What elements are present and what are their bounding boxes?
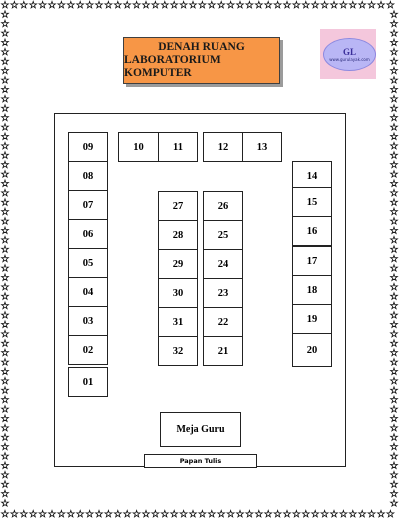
- border-star: [391, 199, 398, 206]
- border-star: [237, 1, 244, 8]
- border-star: [391, 283, 398, 290]
- border-star: [391, 11, 398, 18]
- border-star: [2, 274, 9, 281]
- border-star: [391, 77, 398, 84]
- border-star: [2, 1, 9, 8]
- border-star: [161, 1, 168, 8]
- border-star: [331, 1, 338, 8]
- border-star: [161, 510, 168, 517]
- border-star: [2, 152, 9, 159]
- border-star: [391, 415, 398, 422]
- border-star: [284, 510, 291, 517]
- border-star: [2, 124, 9, 131]
- border-star: [133, 1, 140, 8]
- border-star: [274, 1, 281, 8]
- border-star: [255, 1, 262, 8]
- border-star: [2, 77, 9, 84]
- border-star: [2, 161, 9, 168]
- border-star: [2, 95, 9, 102]
- desk: 20: [292, 333, 332, 367]
- border-star: [2, 189, 9, 196]
- border-star: [2, 114, 9, 121]
- border-star: [2, 236, 9, 243]
- border-star: [171, 510, 178, 517]
- desk: 03: [68, 306, 108, 336]
- border-star: [124, 1, 131, 8]
- border-star: [391, 124, 398, 131]
- border-star: [391, 227, 398, 234]
- border-star: [77, 510, 84, 517]
- desk: 01: [68, 367, 108, 397]
- border-star: [2, 58, 9, 65]
- desk: 26: [203, 191, 243, 221]
- border-star: [391, 180, 398, 187]
- desk: 27: [158, 191, 198, 221]
- border-star: [312, 510, 319, 517]
- border-star: [391, 330, 398, 337]
- whiteboard: Papan Tulis: [144, 454, 257, 468]
- border-star: [96, 510, 103, 517]
- border-star: [2, 171, 9, 178]
- border-star: [105, 510, 112, 517]
- desk: 02: [68, 335, 108, 365]
- border-star: [2, 500, 9, 507]
- desk: 11: [158, 132, 198, 162]
- border-star: [391, 490, 398, 497]
- border-star: [2, 133, 9, 140]
- border-star: [293, 1, 300, 8]
- border-star: [2, 208, 9, 215]
- desk: 17: [292, 246, 332, 276]
- logo-url: www.gurulayak.com: [329, 57, 370, 62]
- border-star: [368, 1, 375, 8]
- border-star: [2, 359, 9, 366]
- border-star: [67, 1, 74, 8]
- border-star: [86, 510, 93, 517]
- desk: 31: [158, 307, 198, 337]
- border-star: [391, 424, 398, 431]
- border-star: [387, 510, 394, 517]
- border-star: [208, 510, 215, 517]
- border-star: [391, 387, 398, 394]
- border-star: [387, 1, 394, 8]
- border-star: [391, 274, 398, 281]
- border-star: [391, 471, 398, 478]
- border-star: [227, 1, 234, 8]
- border-star: [2, 340, 9, 347]
- border-star: [391, 462, 398, 469]
- border-star: [391, 133, 398, 140]
- border-star: [2, 246, 9, 253]
- border-star: [349, 1, 356, 8]
- border-star: [368, 510, 375, 517]
- desk: 14: [292, 161, 332, 191]
- border-star: [2, 330, 9, 337]
- border-star: [2, 39, 9, 46]
- border-star: [246, 1, 253, 8]
- desk: 23: [203, 278, 243, 308]
- border-star: [340, 510, 347, 517]
- border-star: [20, 1, 27, 8]
- border-star: [2, 218, 9, 225]
- desk: 30: [158, 278, 198, 308]
- border-star: [321, 510, 328, 517]
- border-star: [265, 1, 272, 8]
- border-star: [2, 105, 9, 112]
- border-star: [391, 434, 398, 441]
- border-star: [2, 142, 9, 149]
- border-star: [2, 312, 9, 319]
- border-star: [391, 406, 398, 413]
- border-star: [11, 1, 18, 8]
- border-star: [391, 58, 398, 65]
- desk: 28: [158, 220, 198, 250]
- border-star: [391, 48, 398, 55]
- border-star: [359, 1, 366, 8]
- border-star: [391, 67, 398, 74]
- border-star: [2, 30, 9, 37]
- border-star: [96, 1, 103, 8]
- border-star: [391, 255, 398, 262]
- border-star: [312, 1, 319, 8]
- border-star: [58, 510, 65, 517]
- border-star: [391, 349, 398, 356]
- border-star: [2, 368, 9, 375]
- border-star: [124, 510, 131, 517]
- border-star: [391, 39, 398, 46]
- border-star: [2, 302, 9, 309]
- border-star: [2, 255, 9, 262]
- border-star: [2, 349, 9, 356]
- border-star: [2, 453, 9, 460]
- border-star: [2, 406, 9, 413]
- border-star: [39, 1, 46, 8]
- border-star: [152, 510, 159, 517]
- desk: 19: [292, 304, 332, 334]
- desk: 16: [292, 216, 332, 246]
- desk: 25: [203, 220, 243, 250]
- border-star: [331, 510, 338, 517]
- desk: 15: [292, 187, 332, 217]
- border-star: [391, 321, 398, 328]
- border-star: [114, 1, 121, 8]
- border-star: [11, 510, 18, 517]
- border-star: [2, 48, 9, 55]
- border-star: [49, 1, 56, 8]
- border-star: [391, 161, 398, 168]
- border-star: [39, 510, 46, 517]
- border-star: [105, 1, 112, 8]
- border-star: [2, 67, 9, 74]
- border-star: [391, 105, 398, 112]
- title-line-2: LABORATORIUM KOMPUTER: [124, 54, 221, 79]
- border-star: [391, 142, 398, 149]
- border-star: [77, 1, 84, 8]
- desk: 32: [158, 336, 198, 366]
- desk: 22: [203, 307, 243, 337]
- border-star: [391, 453, 398, 460]
- border-star: [302, 1, 309, 8]
- border-star: [378, 510, 385, 517]
- title-line-1: DENAH RUANG: [158, 41, 245, 53]
- border-star: [293, 510, 300, 517]
- desk: 05: [68, 248, 108, 278]
- border-star: [152, 1, 159, 8]
- border-star: [391, 443, 398, 450]
- desk: 29: [158, 249, 198, 279]
- border-star: [391, 208, 398, 215]
- border-star: [2, 20, 9, 27]
- border-star: [58, 1, 65, 8]
- desk: 18: [292, 275, 332, 305]
- border-star: [391, 218, 398, 225]
- border-star: [2, 490, 9, 497]
- border-star: [255, 510, 262, 517]
- border-star: [2, 471, 9, 478]
- border-star: [2, 180, 9, 187]
- border-star: [391, 30, 398, 37]
- border-star: [391, 114, 398, 121]
- border-star: [391, 171, 398, 178]
- border-star: [391, 500, 398, 507]
- desk: 06: [68, 219, 108, 249]
- border-star: [2, 424, 9, 431]
- border-star: [190, 510, 197, 517]
- border-star: [391, 481, 398, 488]
- border-star: [2, 415, 9, 422]
- border-star: [199, 510, 206, 517]
- border-star: [274, 510, 281, 517]
- border-star: [391, 377, 398, 384]
- border-star: [321, 1, 328, 8]
- border-star: [2, 434, 9, 441]
- border-star: [180, 1, 187, 8]
- border-star: [391, 359, 398, 366]
- border-star: [2, 462, 9, 469]
- desk: 13: [242, 132, 282, 162]
- border-star: [391, 95, 398, 102]
- desk: 07: [68, 190, 108, 220]
- border-star: [391, 236, 398, 243]
- border-star: [2, 387, 9, 394]
- border-star: [114, 510, 121, 517]
- border-star: [2, 199, 9, 206]
- border-star: [2, 11, 9, 18]
- border-star: [349, 510, 356, 517]
- desk: 08: [68, 161, 108, 191]
- border-star: [208, 1, 215, 8]
- border-star: [49, 510, 56, 517]
- border-star: [67, 510, 74, 517]
- border-star: [143, 510, 150, 517]
- border-star: [246, 510, 253, 517]
- border-star: [391, 302, 398, 309]
- border-star: [237, 510, 244, 517]
- border-star: [391, 340, 398, 347]
- border-star: [218, 1, 225, 8]
- border-star: [30, 510, 37, 517]
- border-star: [378, 1, 385, 8]
- border-star: [190, 1, 197, 8]
- border-star: [2, 265, 9, 272]
- border-star: [143, 1, 150, 8]
- border-star: [391, 293, 398, 300]
- border-star: [391, 86, 398, 93]
- border-star: [2, 283, 9, 290]
- border-star: [391, 20, 398, 27]
- logo: [323, 38, 376, 71]
- border-star: [2, 481, 9, 488]
- border-star: [302, 510, 309, 517]
- logo-text: GL: [342, 47, 356, 57]
- border-star: [86, 1, 93, 8]
- border-star: [391, 396, 398, 403]
- border-star: [265, 510, 272, 517]
- teacher-desk: Meja Guru: [160, 412, 241, 447]
- border-star: [391, 246, 398, 253]
- border-star: [227, 510, 234, 517]
- border-star: [2, 396, 9, 403]
- border-star: [133, 510, 140, 517]
- border-star: [30, 1, 37, 8]
- border-star: [391, 368, 398, 375]
- border-star: [391, 265, 398, 272]
- desk: 04: [68, 277, 108, 307]
- desk: 09: [68, 132, 108, 162]
- border-star: [2, 377, 9, 384]
- desk: 24: [203, 249, 243, 279]
- desk: 10: [118, 132, 159, 162]
- border-star: [171, 1, 178, 8]
- border-star: [180, 510, 187, 517]
- border-star: [199, 1, 206, 8]
- border-star: [218, 510, 225, 517]
- border-star: [2, 86, 9, 93]
- title-box: [123, 37, 280, 84]
- border-star: [391, 152, 398, 159]
- border-star: [284, 1, 291, 8]
- border-star: [359, 510, 366, 517]
- border-star: [2, 293, 9, 300]
- desk: 21: [203, 336, 243, 366]
- border-star: [2, 443, 9, 450]
- border-star: [20, 510, 27, 517]
- border-star: [391, 189, 398, 196]
- border-star: [340, 1, 347, 8]
- border-star: [2, 510, 9, 517]
- border-star: [2, 227, 9, 234]
- border-star: [2, 321, 9, 328]
- border-star: [391, 312, 398, 319]
- desk: 12: [203, 132, 243, 162]
